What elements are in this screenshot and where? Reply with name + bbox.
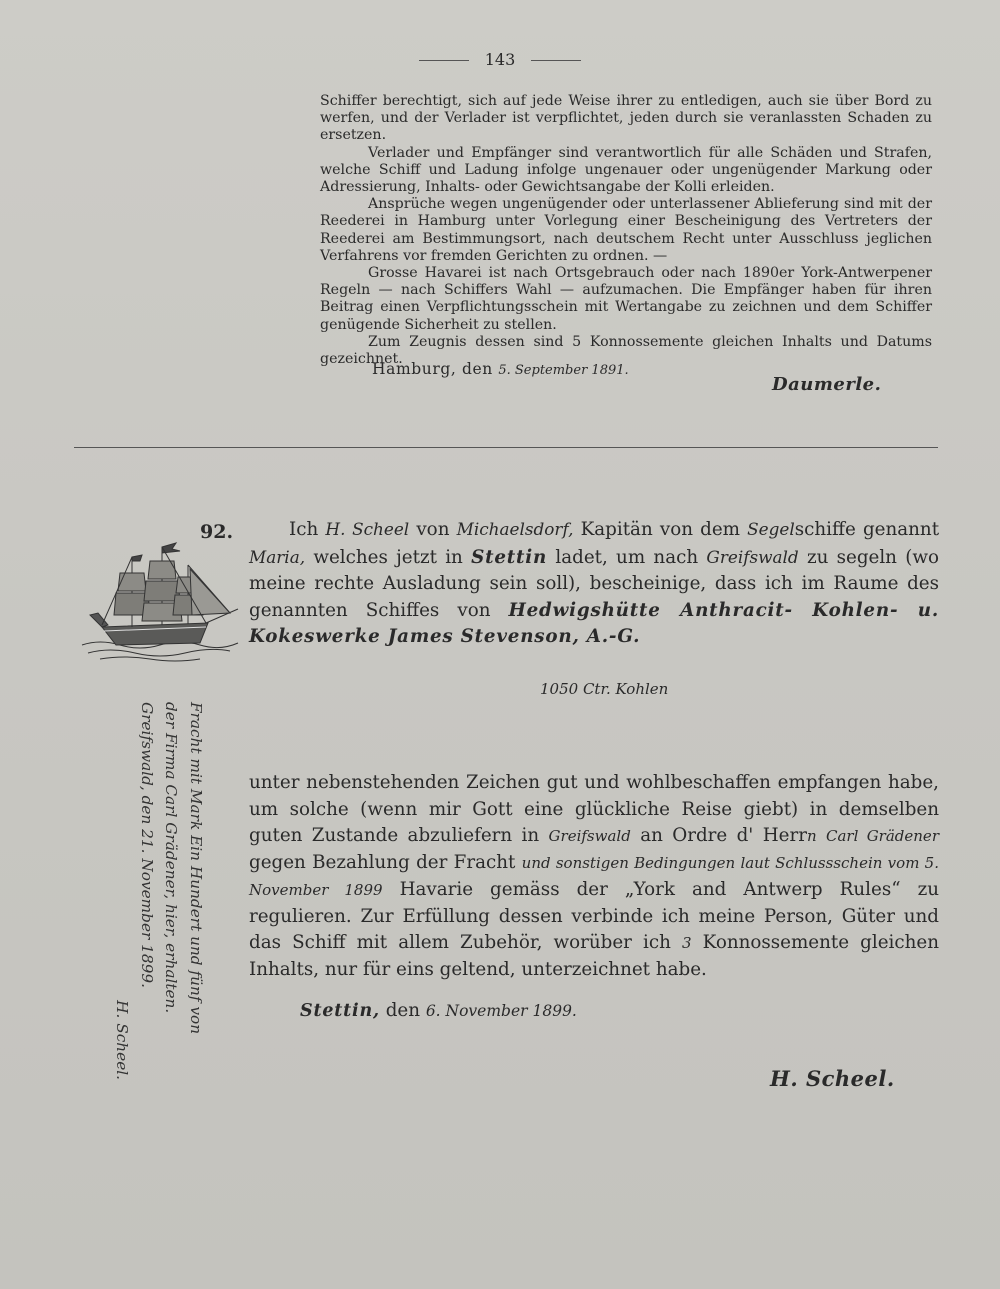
page-number-rule-right — [531, 60, 581, 61]
text-kapitaen: Kapitän von dem — [580, 519, 740, 540]
consignee-name: Carl Grädener — [825, 827, 939, 846]
terms-paragraph: Schiffer berechtigt, sich auf jede Weise ihrer zu entledigen, auch sie über Bord zu werfen, und der Verlader ist verpflichtet, jeden durch sie veranlassten Schaden zu ersetzen. — [320, 93, 932, 144]
receipt-text-2-suffix: n — [806, 827, 817, 846]
page-number-text: 143 — [484, 50, 516, 69]
text-ladet: ladet, um nach — [555, 546, 699, 568]
bottom-signature: H. Scheel. — [770, 1066, 895, 1091]
receipt-text-4: Havarie gemäss der „York and Antwerp Rules“ zu regulieren. Zur Erfüllung dessen verbinde ich meine Person, Güter und das Schiff mit allem Zubehör, worüber ich — [249, 878, 940, 954]
receipt-text-3: gegen Bezahlung der Fracht — [249, 852, 516, 874]
bill-of-lading-terms — [320, 93, 932, 368]
page-number — [0, 50, 1000, 69]
bottom-place-date — [300, 1000, 577, 1021]
top-place: Hamburg, den — [372, 360, 493, 378]
top-date: 5. September 1891. — [498, 363, 629, 378]
text-ich: Ich — [289, 519, 319, 540]
cargo-description: 1050 Ctr. Kohlen — [540, 680, 669, 698]
captain-name: H. Scheel — [325, 519, 410, 539]
margin-note-line: Greifswald, den 21. November 1899. — [138, 702, 156, 988]
destination-port: Greifswald — [706, 546, 799, 567]
ship-icon — [80, 535, 240, 665]
terms-paragraph: Zum Zeugnis dessen sind 5 Konnossemente gleichen Inhalts und Datums gezeichnet. — [320, 333, 932, 368]
bottom-den: den — [385, 1000, 420, 1021]
top-signature: Daumerle. — [772, 374, 882, 395]
terms-paragraph: Grosse Havarei ist nach Ortsgebrauch oder nach 1890er York-Antwerpener Regeln — nach Schiffers Wahl — aufzumachen. Die Empfänger haben für ihren Beitrag einen Verpflichtungsschein mit Wertangabe zu zeichnen und dem Schiffer genügende Sicherheit zu stellen. — [320, 265, 932, 333]
vessel-type: Segel — [747, 519, 795, 539]
section-divider — [74, 447, 938, 448]
bottom-place: Stettin, — [300, 1001, 380, 1021]
bottom-date: 6. November 1899. — [425, 1002, 577, 1020]
delivery-port: Greifswald — [548, 827, 631, 846]
captain-origin: Michaelsdorf, — [456, 519, 574, 539]
loading-port: Stettin — [471, 546, 548, 568]
freight-receipt-margin-note — [110, 702, 208, 1092]
top-place-date — [372, 360, 629, 378]
shipper-name: Hedwigshütte Anthracit- Kohlen- u. Kokeswerke James Stevenson, A.-G. — [249, 599, 940, 647]
text-welches: welches jetzt in — [313, 546, 463, 568]
freight-terms: und sonstigen Bedingungen laut Schlussschein vom 5. November 1899 — [249, 854, 939, 899]
vessel-type-rest: schiffe genannt — [794, 519, 940, 540]
ship-name: Maria, — [249, 546, 306, 567]
margin-note-line: der Firma Carl Grädener, hier, erhalten. — [162, 702, 181, 1014]
margin-note-signature: H. Scheel. — [113, 1000, 132, 1080]
terms-paragraph: Verlader und Empfänger sind verantwortlich für alle Schäden und Strafen, welche Schiff und Ladung infolge ungenauer oder ungenügender Markung oder Adressierung, Inhalts- oder Gewichtsangabe der Kolli erleiden. — [320, 144, 932, 196]
terms-paragraph: Ansprüche wegen ungenügender oder unterlassener Ablieferung sind mit der Reederei in Hamburg unter Vorlegung einer Bescheinigung des Vertreters der Reederei am Bestimmungsort, nach deutschem Recht unter Ausschluss jeglichen Verfahrens vor fremden Gerichten zu ordnen. — — [320, 196, 932, 264]
page-number-rule-left — [419, 60, 469, 61]
text-bescheinige: zu segeln (wo meine rechte Ausladung sein soll), bescheinige, dass ich im Raume des genannten Schiffes von — [249, 546, 940, 621]
copies-count: 3 — [682, 934, 692, 953]
entry-number: 92. — [200, 521, 234, 543]
receipt-text-1: unter nebenstehenden Zeichen gut und wohlbeschaffen empfangen habe, um solche (wenn mir Gott eine glückliche Reise giebt) in demselben guten Zustande abzuliefern in — [249, 772, 939, 847]
receipt-statement — [249, 770, 939, 984]
bill-of-lading-statement — [249, 516, 939, 651]
receipt-text-2: an Ordre d' Herr — [640, 825, 807, 847]
receipt-text-5: Konnossemente gleichen Inhalts, nur für eins geltend, unterzeichnet habe. — [249, 932, 939, 980]
sailing-ship-illustration — [80, 535, 240, 665]
margin-note-line: Fracht mit Mark Ein Hundert und fünf von — [187, 702, 205, 1035]
text-von: von — [416, 519, 450, 540]
